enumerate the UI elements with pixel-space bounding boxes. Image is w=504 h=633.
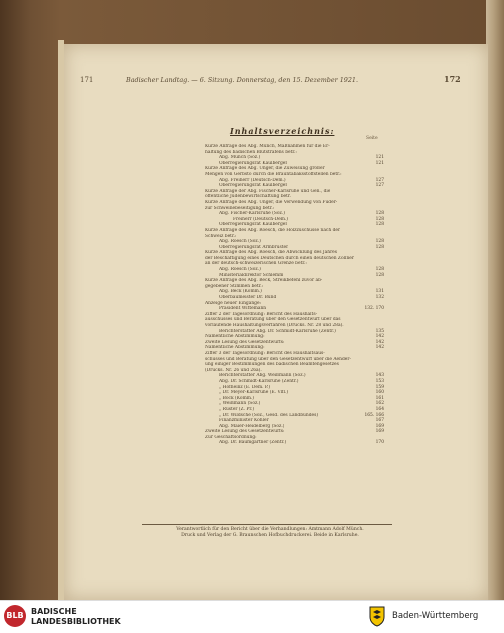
toc-entry-text: Abg. Dr. Schmidt-Karlsruhe (Zentr.) (219, 378, 299, 384)
toc-entry-text: Kurze Anfrage des Abg. Unger, die Verwendung von Fuder- (205, 199, 338, 205)
toc-entry-text: Kurze Anfrage des Abg. Roesch, die Holzzuschüsse nach der (205, 227, 341, 233)
toc-entry-text: Namentliche Abstimmung: (205, 345, 265, 351)
toc-entry-page: 128 (375, 272, 384, 278)
toc-entry-text: (Drucks. Nr. 26 und 26a). (205, 367, 262, 373)
toc-entry-page: 165. 166 (364, 412, 384, 418)
left-page-number: 171 (80, 76, 94, 84)
toc-entry-text: schusses und Beratung über den Gesetzentwurf über die Aender- (205, 356, 351, 362)
toc-entry-text: Abg. Roesch (Soz.) (219, 267, 261, 273)
toc-entry-page: 170 (375, 440, 384, 446)
toc-entry-text: Mengen von Gerbsto durch die Brauntabaksstoffstellen betr.: (205, 171, 342, 177)
toc-entry-page: 169 (375, 429, 384, 435)
toc-entry-text: ung einiger Bestimmungen des badischen Beamtengesetzes (205, 362, 339, 368)
toc-entry-text: Anzeige neuer Eingänge: (205, 300, 262, 306)
blb-logo-icon[interactable]: BLB (4, 605, 26, 627)
toc-entry-text: „ Dr. Wildsche (Soz., Gesd. des Landbundes) (219, 412, 319, 418)
library-name-line-1: BADISCHE (31, 607, 77, 616)
toc-entry-text: Oberregierungsrat Kaulberger (219, 160, 288, 166)
toc-entry-page: 132 (375, 295, 384, 301)
running-title: Badischer Landtag. — 6. Sitzung. Donnerstag, den 15. Dezember 1921. (126, 76, 359, 84)
toc-entry-text: haltung des badischen Blutstrafens betr.: (205, 149, 297, 155)
toc-entry-text: Oberbaumeister Dr. Bund (219, 295, 277, 301)
toc-entry-text: Abg. Beck (Komm.) (219, 289, 262, 295)
state-name[interactable]: Baden-Württemberg (392, 611, 479, 621)
toc-entry-page: 131 (375, 289, 384, 295)
toc-entry-text: Berichterstatter Abg. Dr. Schmidt-Karlsruhe (Zentr.) (219, 328, 336, 334)
toc-entry-text: Kurze Anfrage des Abg. Münch, Maßnahmen für die Er- (205, 144, 330, 149)
toc-entry-text: Berichterstatter Abg. Weißmann (Soz.) (219, 373, 306, 379)
toc-entry-text: „ Weißmann (Soz.) (219, 401, 261, 407)
viewer-bottom-bar (0, 600, 504, 633)
toc-entry-text: zur Schweinebeseitigung betr.: (205, 205, 275, 211)
toc-entry-page: 128 (375, 222, 384, 228)
toc-entry-text: Präsident Wittemann (219, 306, 267, 312)
toc-entry-page: 132. 170 (364, 306, 384, 312)
toc-entry-text: öffentliche Judenbewirtschaftung betr. (205, 194, 291, 200)
toc-entry-text: Oberregierungsrat Kaulberger (219, 183, 288, 189)
toc-entry-text: vorlaufende Haushaltungsverfahren (Drucks. Nr. 28 und 28a). (205, 323, 344, 328)
toc-entry-page: 162 (375, 401, 384, 407)
toc-entry-page: 143 (375, 373, 384, 379)
toc-entry-text: „ Hofheinz (E. Dem. P.) (219, 384, 271, 390)
toc-entry-text: Abg. Maier-Heidelberg (Soz.) (219, 423, 285, 429)
toc-title: Inhaltsverzeichnis: (230, 126, 335, 136)
toc-entry-page: 142 (375, 345, 384, 351)
library-name[interactable] (31, 607, 121, 627)
toc-entry-text: der Beschäftigung eines Deutschen durch einen deutschen Zöllner (205, 255, 354, 261)
toc-entry-page: 164 (375, 406, 384, 412)
toc-entry-page: 135 (375, 328, 384, 334)
toc-entry-text: Ministerialdirektor Schlemm (219, 272, 284, 278)
toc-entry-text: an der deutsch-schweizerischen Grenze betr.: (205, 261, 307, 267)
baden-wuerttemberg-crest-icon[interactable] (368, 605, 386, 627)
toc-entry-page: 160 (375, 390, 384, 396)
footer-rule (142, 524, 392, 525)
toc-entry-page: 127 (375, 183, 384, 189)
toc-entry-page: 128 (375, 211, 384, 217)
toc-entry-text: Ziffer 2 der Tagesordnung: Bericht des Haushalts- (205, 311, 318, 317)
toc-entry-text: Oberregierungsrat Kaulberger (219, 222, 288, 228)
toc-entry-text: Schweiz betr.: (205, 233, 237, 239)
toc-entry-page: 127 (375, 177, 384, 183)
toc-entry-text: Finanzminister Köhler (219, 418, 269, 424)
page-column-head: Seite (366, 136, 378, 141)
toc-entry-text: Abg. Freiherr (Deutsch-Dem.) (219, 177, 286, 183)
toc-entry-text: Ziffer 3 der Tagesordnung: Bericht des Haushaltsaus- (205, 350, 325, 356)
toc-entry-text: Kurze Anfrage des Abg. Roesch, die Abwicklung des Jahres (205, 250, 338, 256)
toc-entry-text: Kurze Anfrage des Abg. Beck, Streikbefehl zuvor ab- (205, 278, 323, 284)
book-edge-right (486, 0, 504, 600)
toc-entry-text: Zweite Lesung des Gesetzentwurfs: (205, 339, 285, 345)
toc-entry-page: 167 (375, 418, 384, 424)
table-of-contents (205, 144, 390, 446)
toc-entry-page: 121 (375, 155, 384, 161)
toc-entry (205, 440, 390, 446)
toc-entry-text: gegebener Stimmen betr.: (205, 283, 264, 289)
toc-entry-text: Abg. Dr. Baumgartner (Zentr.) (219, 440, 287, 446)
toc-entry-text: „ Dr. Meyer-Karlsruhe (E. Vlfl.) (219, 390, 289, 396)
footer-line-2: Druck und Verlag der G. Braunschen Hofbuchdruckerei. Beide in Karlsruhe. (181, 533, 359, 538)
toc-entry-page: 142 (375, 334, 384, 340)
toc-entry-text: ausschusses und Beratung über den Gesetzentwurf über das (205, 317, 341, 323)
toc-entry-page: 121 (375, 160, 384, 166)
toc-entry-text: Kurze Anfrage der Abg. Fischer-Karlsruhe und Gen., die (205, 188, 331, 194)
toc-entry-page: 159 (375, 384, 384, 390)
toc-entry-page: 128 (375, 239, 384, 245)
toc-entry-text: „ Bock (Komm.) (219, 395, 255, 401)
right-page-number: 172 (444, 74, 461, 84)
toc-entry-page: 153 (375, 378, 384, 384)
page-footer (150, 527, 390, 539)
toc-entry-page: 169 (375, 423, 384, 429)
toc-entry-text: Abg. Fischer-Karlsruhe (Soz.) (219, 211, 285, 217)
toc-entry-text: Freiherr (Deutsch-Dem.) (233, 216, 289, 222)
toc-entry-text: Oberregierungsrat Armbruster (219, 244, 289, 250)
toc-entry-page: 128 (375, 244, 384, 250)
toc-entry-text: Zur Geschäftsordnung: (205, 434, 257, 440)
toc-entry-text: Namentliche Abstimmung: (205, 334, 265, 340)
toc-entry-page: 161 (375, 395, 384, 401)
footer-line-1: Verantwortlich für den Bericht über die Verhandlungen: Amtmann Adolf Münch. (176, 527, 364, 532)
toc-entry-page: 142 (375, 339, 384, 345)
toc-entry-text: Zweite Lesung des Gesetzentwurfs: (205, 429, 285, 435)
toc-entry-text: „ Rüster (Z. Pr.) (219, 406, 255, 412)
toc-entry-text: Kurze Anfrage des Abg. Unger, die Zuweisung großer (205, 166, 325, 172)
toc-entry-text: Abg. Münch (Soz.) (219, 155, 261, 161)
toc-entry-page: 128 (375, 216, 384, 222)
library-name-line-2: LANDESBIBLIOTHEK (31, 617, 121, 626)
toc-entry-text: Abg. Roesch (Soz.) (219, 239, 261, 245)
toc-entry-page: 128 (375, 267, 384, 273)
